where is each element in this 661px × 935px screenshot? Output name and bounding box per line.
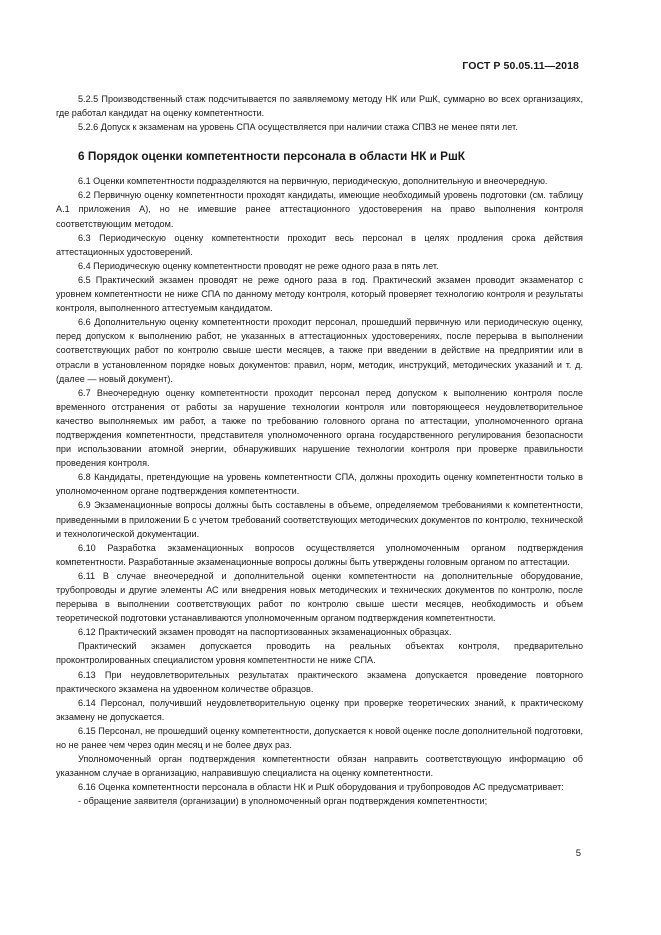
paragraph-6-7: 6.7 Внеочередную оценку компетентности проходит персонал перед допуском к выполнению контроля после временного отстранения от работы за нарушение технологии контроля или повторяющееся неудовлетворительное качество выполняемых им работ, а также по требованию головного органа по аттестации, уполномоченного органа подтверждения компетентности, представителя уполномоченного органа государственного регулирования безопасности при использовании атомной энергии, обнаруживших нарушение технологии контроля при проверке правильности проведения контроля. xyxy=(56,387,583,469)
paragraph-6-11: 6.11 В случае внеочередной и дополнительной оценки компетентности на дополнительные оборудование, трубопроводы и другие элементы АС или внедрения новых методических и технических документов по контролю, после перерыва в выполнении соответствующих работ по контролю свыше шести месяцев, необходимость и объем теоретической подготовки устанавливаются уполномоченным органом подтверждения компетентности. xyxy=(56,570,583,624)
paragraph-6-1: 6.1 Оценки компетентности подразделяются на первичную, периодическую, дополнительную и внеочередную. xyxy=(78,176,548,187)
paragraph-6-15: 6.15 Персонал, не прошедший оценку компетентности, допускается к новой оценке после дополнительной подготовки, но не ранее чем через один месяц и не более двух раз. xyxy=(56,725,583,751)
section-heading: 6 Порядок оценки компетентности персонала в области НК и РшК xyxy=(78,149,466,164)
paragraph-6-3: 6.3 Периодическую оценку компетентности проходит весь персонал в целях продления срока действия аттестационных удостоверений. xyxy=(56,232,583,257)
paragraph-5-2-5: 5.2.5 Производственный стаж подсчитывается по заявляемому методу НК или РшК, суммарно во всех организациях, где работал кандидат на оценку компетентности. xyxy=(56,94,583,119)
paragraph-6-8: 6.8 Кандидаты, претендующие на уровень компетентности СПА, должны проходить оценку компетентности только в уполномоченном органе подтверждения компетентности. xyxy=(56,472,583,497)
paragraph-6-5: 6.5 Практический экзамен проводят не реже одного раза в год. Практический экзамен проводит экзаменатор с уровнем компетентности не ниже СПА по данному методу контроля, который проверяет технологию контроля и результаты контроля, выполненного аттестуемым кандидатом. xyxy=(56,274,583,314)
paragraph-6-16: 6.16 Оценка компетентности персонала в области НК и РшК оборудования и трубопроводов АС предусматривает: xyxy=(78,782,564,793)
paragraph-6-10: 6.10 Разработка экзаменационных вопросов осуществляется уполномоченным органом подтверждения компетентности. Разработанные экзаменационные вопросы должны быть утверждены головным органом по аттестации. xyxy=(56,542,583,567)
document-body xyxy=(56,92,583,809)
paragraph-6-4: 6.4 Периодическую оценку компетентности проводят не реже одного раза в пять лет. xyxy=(78,260,439,271)
paragraph-6-15-note: Уполномоченный орган подтверждения компетентности обязан направить соответствующую информацию об указанном случае в организацию, направившую специалиста на оценку компетентности. xyxy=(56,754,583,779)
page-number: 5 xyxy=(575,848,581,859)
document-code: ГОСТ Р 50.05.11—2018 xyxy=(462,60,579,72)
paragraph-5-2-6: 5.2.6 Допуск к экзаменам на уровень СПА осуществляется при наличии стажа СПВЗ не менее пяти лет. xyxy=(78,122,518,133)
paragraph-6-14: 6.14 Персонал, получивший неудовлетворительную оценку при проверке теоретических знаний, к практическому экзамену не допускается. xyxy=(56,697,583,722)
paragraph-6-2: 6.2 Первичную оценку компетентности проходят кандидаты, имеющие необходимый уровень подготовки (см. таблицу А.1 приложения А), но не имевшие ранее аттестационного удостоверения на право выполнения контроля соответствующим методом. xyxy=(56,190,583,229)
list-item: - обращение заявителя (организации) в уполномоченный орган подтверждения компетентности; xyxy=(78,796,488,807)
paragraph-6-6: 6.6 Дополнительную оценку компетентности проходит персонал, прошедший первичную или периодическую оценку, перед допуском к выполнению работ, не указанных в аттестационных удостоверениях, после перерыва в выполнении соответствующих работ по контролю свыше шести месяцев, а также при введении в действие на предприятии или в отрасли в установленном порядке новых документов: правил, норм, методик, инструкций, методических указаний и т. д. (далее — новый документ). xyxy=(56,317,583,384)
paragraph-6-12-note: Практический экзамен допускается проводить на реальных объектах контроля, предварительно проконтролированных специалистом уровня компетентности не ниже СПА. xyxy=(56,641,583,666)
paragraph-6-12: 6.12 Практический экзамен проводят на паспортизованных экзаменационных образцах. xyxy=(78,627,452,638)
paragraph-6-9: 6.9 Экзаменационные вопросы должны быть составлены в объеме, определяемом требованиями к компетентности, приведенными в приложении Б с учетом требований соответствующих методических документов по контролю, технической и технологической документации. xyxy=(56,500,583,539)
paragraph-6-13: 6.13 При неудовлетворительных результатах практического экзамена допускается проведение повторного практического экзамена на удвоенном количестве образцов. xyxy=(56,669,583,694)
